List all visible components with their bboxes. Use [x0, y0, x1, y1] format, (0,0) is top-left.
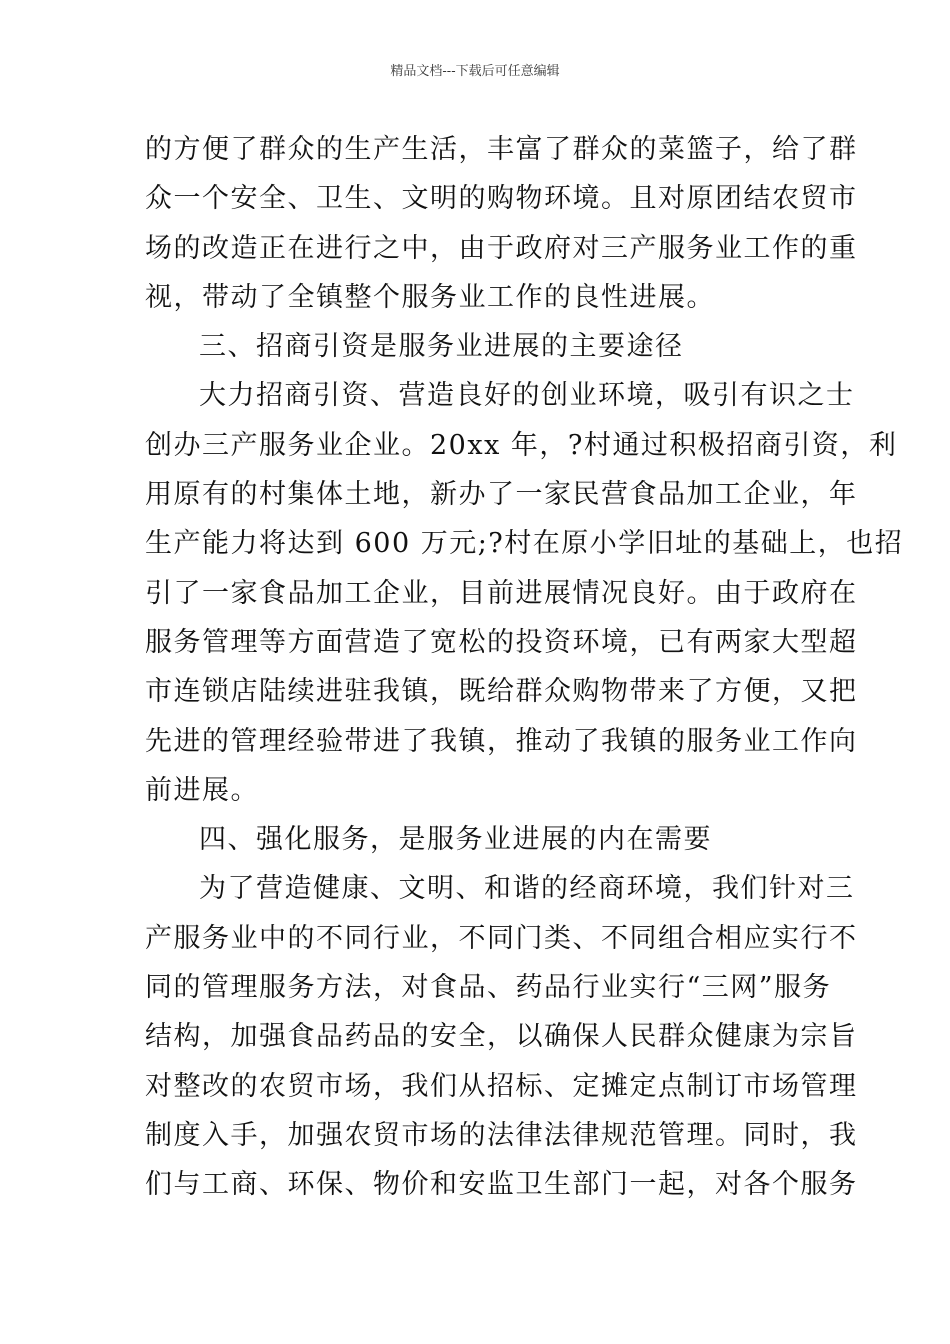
- text-line: 市连锁店陆续进驻我镇，既给群众购物带来了方便，又把: [145, 676, 858, 708]
- text-line: 引了一家食品加工企业，目前进展情况良好。由于政府在: [145, 577, 858, 609]
- text-line: 场的改造正在进行之中，由于政府对三产服务业工作的重: [145, 232, 858, 264]
- text-line: 用原有的村集体土地，新办了一家民营食品加工企业，年: [145, 479, 858, 511]
- text-line: 们与工商、环保、物价和安监卫生部门一起，对各个服务: [145, 1169, 858, 1201]
- text-line: 对整改的农贸市场，我们从招标、定摊定点制订市场管理: [145, 1070, 858, 1102]
- text-line: 众一个安全、卫生、文明的购物环境。且对原团结农贸市: [145, 183, 858, 215]
- text-line: 同的管理服务方法，对食品、药品行业实行“三网”服务: [145, 972, 832, 1004]
- text-line: 大力招商引资、营造良好的创业环境，吸引有识之士: [199, 380, 855, 412]
- text-line: 先进的管理经验带进了我镇，推动了我镇的服务业工作向: [145, 725, 858, 757]
- text-line: 产服务业中的不同行业，不同门类、不同组合相应实行不: [145, 922, 858, 954]
- text-line: 视，带动了全镇整个服务业工作的良性进展。: [145, 281, 715, 313]
- text-line: 服务管理等方面营造了宽松的投资环境，已有两家大型超: [145, 626, 858, 658]
- section-heading-4: 四、强化服务，是服务业进展的内在需要: [199, 824, 712, 856]
- text-line: 创办三产服务业企业。20xx 年，?村通过积极招商引资，利: [145, 429, 898, 461]
- text-line: 生产能力将达到 600 万元;?村在原小学旧址的基础上，也招: [145, 528, 904, 560]
- page-header-watermark: 精品文档---下载后可任意编辑: [390, 64, 560, 79]
- section-heading-3: 三、招商引资是服务业进展的主要途径: [199, 331, 684, 363]
- text-line: 为了营造健康、文明、和谐的经商环境，我们针对三: [199, 873, 855, 905]
- text-line: 前进展。: [145, 774, 259, 806]
- text-line: 的方便了群众的生产生活，丰富了群众的菜篮子，给了群: [145, 134, 858, 165]
- document-body: [145, 125, 904, 1210]
- text-line: 制度入手，加强农贸市场的法律法律规范管理。同时，我: [145, 1119, 858, 1151]
- text-line: 结构，加强食品药品的安全，以确保人民群众健康为宗旨: [145, 1021, 858, 1053]
